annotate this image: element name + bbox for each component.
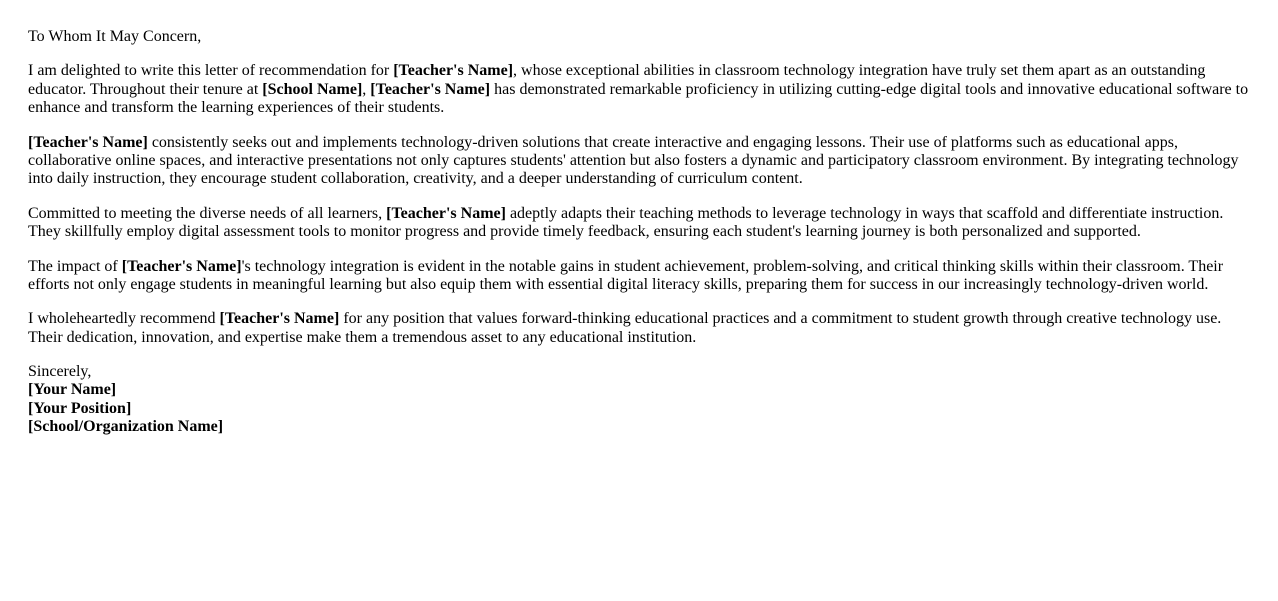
paragraph bbox=[28, 310, 1250, 347]
text-segment: I wholeheartedly recommend bbox=[28, 310, 220, 328]
text-segment: for any position that values forward-thinking educational practices and a commitment to student growth through creative technology use. Their dedication, innovation, and expertise make them a tremendous asset to any educational institution. bbox=[28, 310, 1222, 346]
placeholder-token: [Teacher's Name] bbox=[370, 80, 491, 98]
text-segment: I am delighted to write this letter of recommendation for bbox=[28, 62, 394, 80]
placeholder-token: [Your Name] bbox=[28, 381, 117, 399]
paragraph bbox=[28, 62, 1250, 117]
letter-body bbox=[28, 62, 1250, 347]
placeholder-token: [Teacher's Name] bbox=[121, 257, 242, 275]
text-segment: Sincerely, bbox=[28, 363, 92, 381]
placeholder-token: [Your Position] bbox=[28, 399, 132, 417]
placeholder-token: [Teacher's Name] bbox=[393, 62, 514, 80]
closing-block bbox=[28, 363, 1250, 437]
text-segment: , whose exceptional abilities in classroom technology integration have truly set them apart as an outstanding educator. Throughout their tenure at bbox=[28, 62, 1206, 98]
text-segment: 's technology integration is evident in the notable gains in student achievement, problem-solving, and critical thinking skills within their classroom. Their efforts not only engage students in meaningful learning but also equip them with essential digital literacy skills, preparing them for success in our increasingly technology-driven world. bbox=[28, 257, 1224, 293]
placeholder-token: [Teacher's Name] bbox=[28, 133, 148, 151]
text-segment: Committed to meeting the diverse needs of all learners, bbox=[28, 204, 387, 222]
placeholder-token: [Teacher's Name] bbox=[219, 310, 340, 328]
text-segment: has demonstrated remarkable proficiency in utilizing cutting-edge digital tools and innovative educational software to enhance and transform the learning experiences of their students. bbox=[28, 80, 1249, 117]
paragraph bbox=[28, 134, 1250, 189]
paragraph bbox=[28, 205, 1250, 242]
text-segment: , bbox=[362, 80, 371, 98]
placeholder-token: [School/Organization Name] bbox=[28, 418, 224, 436]
salutation: To Whom It May Concern, bbox=[28, 28, 202, 45]
placeholder-token: [Teacher's Name] bbox=[386, 204, 506, 222]
placeholder-token: [School Name] bbox=[262, 80, 363, 98]
text-segment: adeptly adapts their teaching methods to leverage technology in ways that scaffold and differentiate instruction. They skillfully employ digital assessment tools to monitor progress and provide timely feedback, ensuring each student's learning journey is both personalized and supported. bbox=[28, 204, 1224, 241]
text-segment: The impact of bbox=[28, 257, 122, 275]
paragraph bbox=[28, 258, 1250, 295]
text-segment: consistently seeks out and implements technology-driven solutions that create interactive and engaging lessons. Their use of platforms such as educational apps, collaborative online spaces, and interactive presentations not only captures students' attention but also fosters a dynamic and participatory classroom environment. By integrating technology into daily instruction, they encourage student collaboration, creativity, and a deeper understanding of curriculum content. bbox=[28, 133, 1239, 188]
